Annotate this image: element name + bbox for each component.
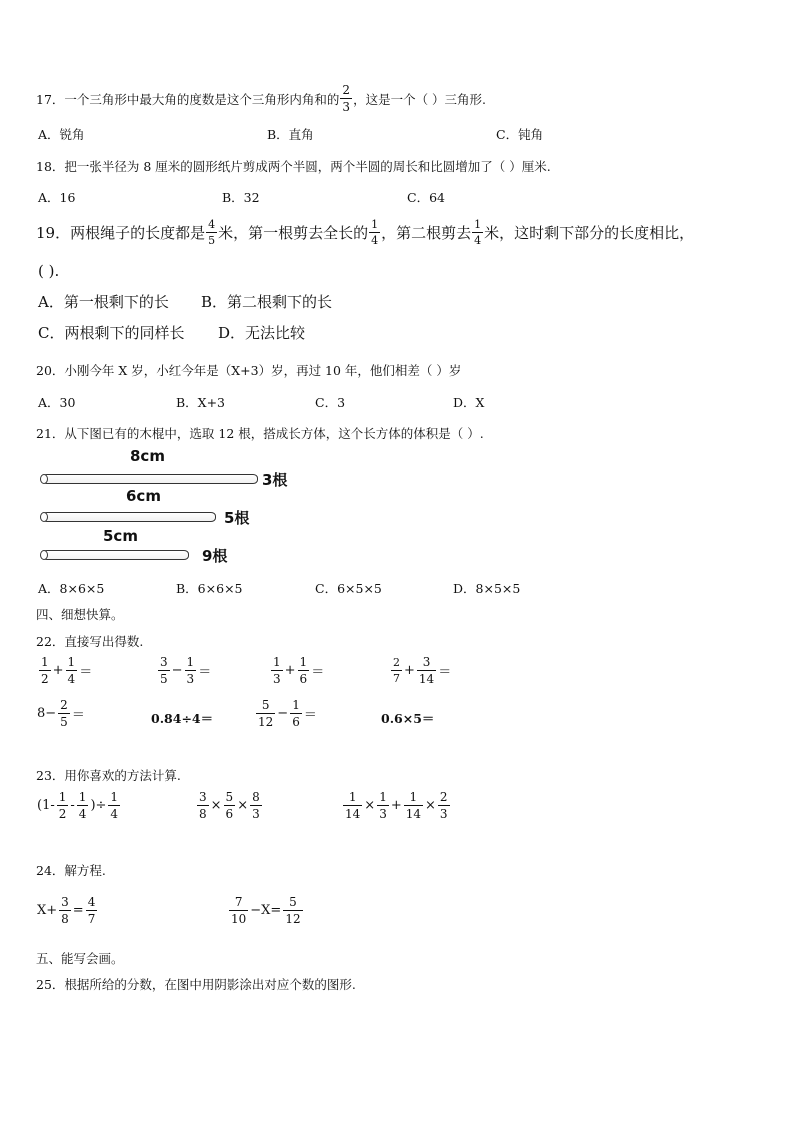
- q18-option-a: A．16: [38, 190, 76, 205]
- q23-e1-frac-3: $\frac{1}{4}$: [110, 790, 119, 821]
- q23-e3-frac-2: $\frac{1}{3}$: [379, 790, 387, 821]
- q22-expr-5: 8− $\frac{2}{5}$ ＝: [37, 698, 85, 729]
- rod-2-end-cap: [40, 512, 48, 522]
- q19-option-c: C．两根剩下的同样长: [38, 324, 185, 342]
- question-25: 25．根据所给的分数，在图中用阴影涂出对应个数的图形.: [36, 977, 356, 992]
- q22-e7-frac-b: $\frac{1}{6}$: [292, 698, 300, 729]
- q21-option-c: C．6×5×5: [315, 581, 382, 596]
- q22-expr-4: $\frac{2}{7}$ + $\frac{3}{14}$ ＝: [393, 655, 452, 686]
- question-23-title: 23．用你喜欢的方法计算.: [36, 768, 181, 783]
- q24-equation-2: $\frac{7}{10}$ −X= $\frac{5}{12}$: [231, 895, 301, 926]
- q19-text-a: 19．两根绳子的长度都是: [36, 224, 206, 242]
- q19-line-2: ( ).: [38, 262, 60, 280]
- q24-e1-frac-1: $\frac{3}{8}$: [61, 895, 69, 926]
- q19-fraction-1: $\frac{4}{5}$: [208, 218, 216, 247]
- q17-fraction: $\frac{2}{3}$: [342, 83, 351, 114]
- q23-e3-frac-4: $\frac{2}{3}$: [439, 790, 448, 821]
- q22-e2-frac-b: $\frac{1}{3}$: [186, 655, 195, 686]
- rod-1-length-label: 8cm: [130, 447, 165, 465]
- q19-text-d: 米，这时剩下部分的长度相比，: [484, 224, 695, 242]
- q21-option-d: D．8×5×5: [453, 581, 521, 596]
- question-21: 21．从下图已有的木棍中，选取 12 根，搭成长方体，这个长方体的体积是（ ）.: [36, 426, 484, 441]
- q22-e1-frac-a: $\frac{1}{2}$: [41, 655, 49, 686]
- q19-fraction-3: $\frac{1}{4}$: [474, 218, 482, 247]
- q23-e2-frac-1: $\frac{3}{8}$: [199, 790, 207, 821]
- rod-1-image: [42, 474, 258, 484]
- rod-1-end-cap: [40, 474, 48, 484]
- q21-option-a: A．8×6×5: [38, 581, 105, 596]
- q19-option-d: D．无法比较: [218, 324, 306, 342]
- q19-fraction-2: $\frac{1}{4}$: [371, 218, 379, 247]
- q24-equation-1: X+ $\frac{3}{8}$ = $\frac{4}{7}$: [37, 895, 96, 926]
- q17-option-a: A．锐角: [38, 127, 85, 142]
- q23-e3-frac-3: $\frac{1}{14}$: [405, 790, 422, 821]
- question-18: 18．把一张半径为 8 厘米的圆形纸片剪成两个半圆，两个半圆的周长和比圆增加了（ ）厘米.: [36, 159, 551, 174]
- q22-expr-7: $\frac{5}{12}$ − $\frac{1}{6}$ ＝: [258, 698, 317, 729]
- q23-expr-1: (1- $\frac{1}{2}$ - $\frac{1}{4}$ )÷ $\frac{1}{4}$: [37, 790, 119, 821]
- question-19: [36, 219, 694, 246]
- q23-e1-frac-1: $\frac{1}{2}$: [58, 790, 67, 821]
- q22-expr-3: $\frac{1}{3}$ + $\frac{1}{6}$ ＝: [273, 655, 325, 686]
- q17-text-b: ，这是一个（ ）三角形.: [353, 91, 487, 107]
- q19-option-a: A．第一根剩下的长: [38, 293, 169, 311]
- question-20: 20．小刚今年 X 岁，小红今年是（X+3）岁，再过 10 年，他们相差（ ）岁: [36, 363, 462, 378]
- q19-option-b: B．第二根剩下的长: [201, 293, 333, 311]
- q17-text-a: 17．一个三角形中最大角的度数是这个三角形内角和的: [36, 91, 340, 107]
- q23-expr-2: $\frac{3}{8}$ × $\frac{5}{6}$ × $\frac{8}{3}$: [199, 790, 260, 821]
- q24-e2-frac-1: $\frac{7}{10}$: [231, 895, 247, 926]
- q23-e2-frac-2: $\frac{5}{6}$: [225, 790, 234, 821]
- q17-option-c: C．钝角: [496, 127, 544, 142]
- section-5-heading: 五、能写会画。: [36, 951, 124, 966]
- q22-expr-2: $\frac{3}{5}$ − $\frac{1}{3}$ ＝: [160, 655, 212, 686]
- q18-option-c: C．64: [407, 190, 445, 205]
- q22-e3-frac-a: $\frac{1}{3}$: [273, 655, 281, 686]
- q20-option-a: A．30: [38, 395, 76, 410]
- q24-e1-frac-2: $\frac{4}{7}$: [87, 895, 96, 926]
- q20-option-b: B．X+3: [176, 395, 226, 410]
- rod-1-count: 3根: [262, 471, 288, 489]
- q22-e5-frac: $\frac{2}{5}$: [60, 698, 68, 729]
- q19-text-c: ，第二根剪去: [381, 224, 472, 242]
- rod-3-end-cap: [40, 550, 48, 560]
- q23-e3-frac-1: $\frac{1}{14}$: [345, 790, 361, 821]
- q22-e1-frac-b: $\frac{1}{4}$: [67, 655, 76, 686]
- q22-e7-frac-a: $\frac{5}{12}$: [258, 698, 274, 729]
- q22-e2-frac-a: $\frac{3}{5}$: [160, 655, 168, 686]
- q22-expr-8: 0.6×5＝: [381, 711, 435, 726]
- q22-e4-frac-a: $\frac{2}{7}$: [393, 656, 400, 685]
- question-24-title: 24．解方程.: [36, 863, 106, 878]
- q18-option-b: B．32: [222, 190, 260, 205]
- q23-e1-frac-2: $\frac{1}{4}$: [78, 790, 87, 821]
- rod-3-length-label: 5cm: [103, 527, 138, 545]
- rod-3-count: 9根: [202, 547, 228, 565]
- rod-3-image: [42, 550, 189, 560]
- q17-option-b: B．直角: [267, 127, 314, 142]
- q22-expr-6: 0.84÷4＝: [151, 711, 214, 726]
- rod-2-length-label: 6cm: [126, 487, 161, 505]
- q23-expr-3: $\frac{1}{14}$ × $\frac{1}{3}$ + $\frac{1}{14}$ × $\frac{2}{3}$: [345, 790, 448, 821]
- section-4-heading: 四、细想快算。: [36, 607, 124, 622]
- q21-option-b: B．6×6×5: [176, 581, 243, 596]
- question-17: [36, 84, 486, 113]
- q22-expr-1: $\frac{1}{2}$ + $\frac{1}{4}$ ＝: [41, 655, 93, 686]
- rod-2-count: 5根: [224, 509, 250, 527]
- q24-e2-frac-2: $\frac{5}{12}$: [285, 895, 301, 926]
- rod-2-image: [42, 512, 216, 522]
- question-22-title: 22．直接写出得数.: [36, 634, 144, 649]
- q20-option-d: D．X: [453, 395, 485, 410]
- q19-text-b: 米，第一根剪去全长的: [218, 224, 369, 242]
- q22-e4-frac-b: $\frac{3}{14}$: [418, 655, 435, 686]
- q23-e2-frac-3: $\frac{8}{3}$: [252, 790, 260, 821]
- q20-option-c: C．3: [315, 395, 346, 410]
- q22-e3-frac-b: $\frac{1}{6}$: [299, 655, 308, 686]
